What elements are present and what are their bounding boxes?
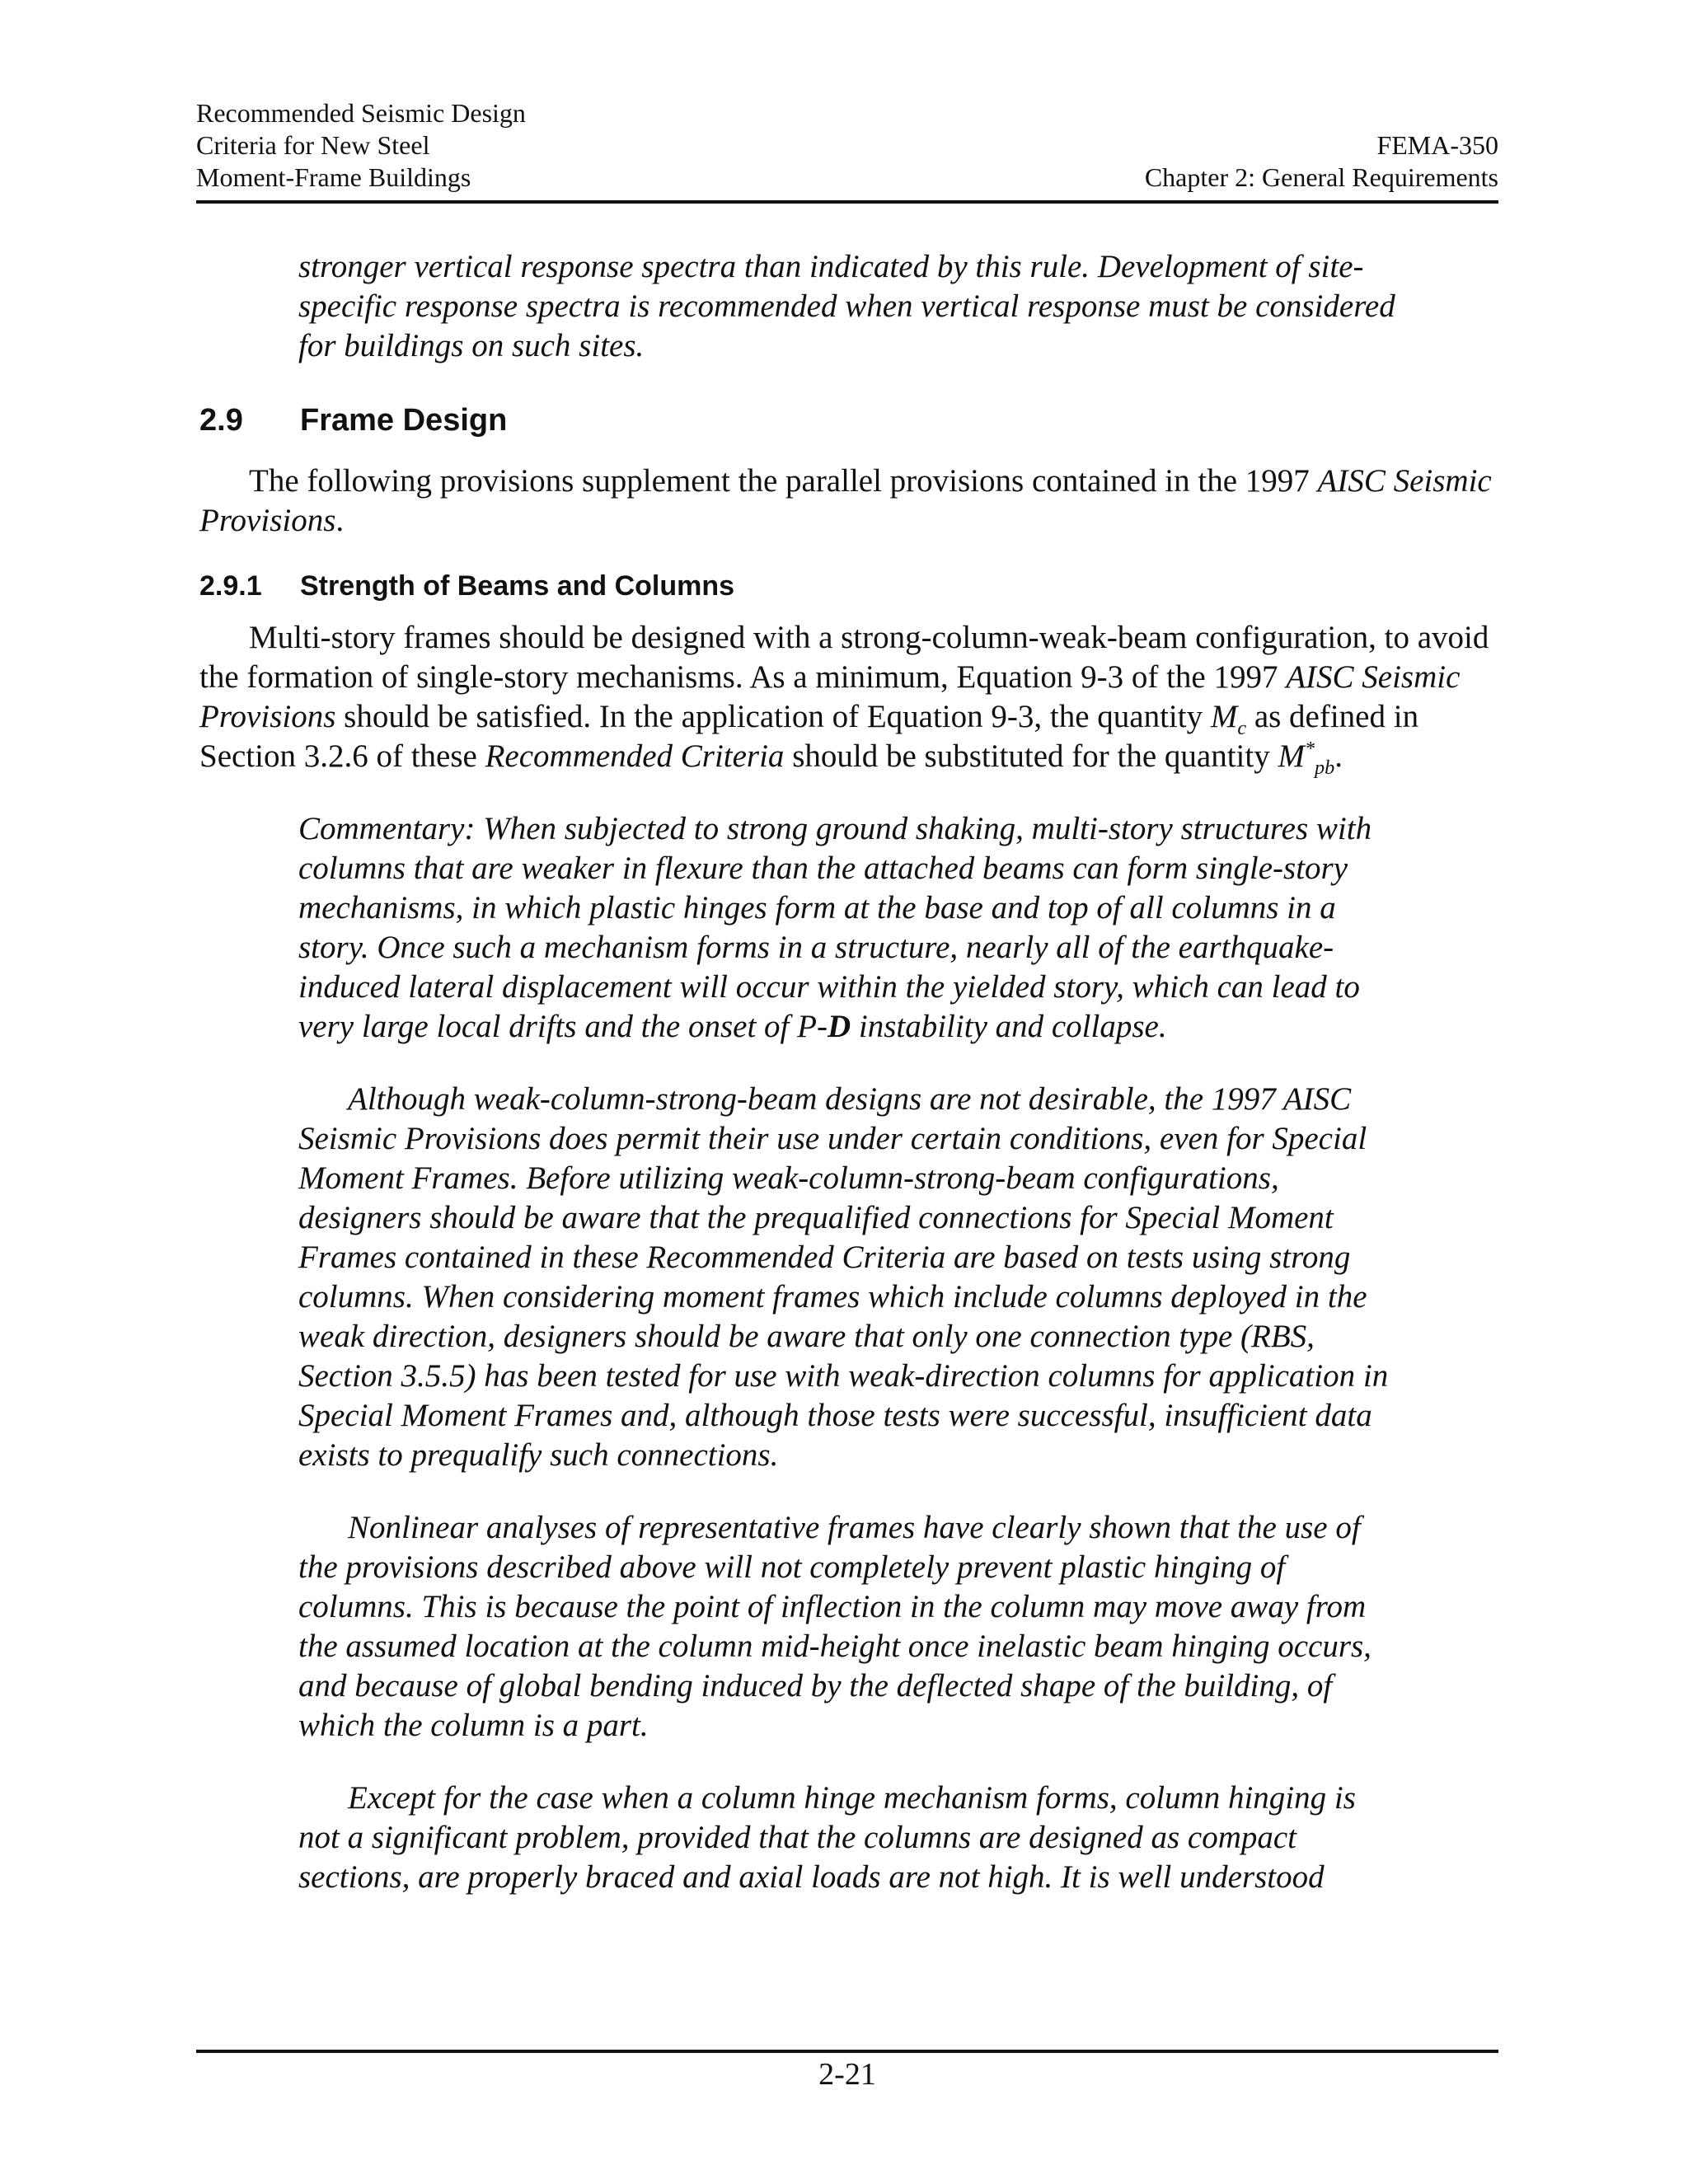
subsection-number: 2.9.1 [199, 570, 262, 602]
p1-text-c: should be satisfied. In the application of Equation 9-3, the quantity [335, 699, 1211, 734]
symbol-mc [1210, 699, 1247, 739]
subsection-title: Strength of Beams and Columns [300, 570, 735, 602]
spacer [199, 776, 1502, 809]
p1-criteria-ref: Recommended Criteria [485, 738, 785, 774]
page-number: 2-21 [818, 2057, 876, 2092]
spacer [298, 1475, 1403, 1508]
top-commentary [298, 247, 1403, 366]
p1-text-f: should be substituted for the quantity [784, 738, 1278, 774]
header-document-id [1145, 129, 1498, 194]
symbol-mpb-subscript: pb [1315, 756, 1335, 779]
page-body [199, 247, 1502, 1897]
commentary-block [298, 809, 1403, 1897]
commentary-1-text-a: Commentary: When subjected to strong ground shaking, multi-story structures with columns that are weaker in flexure than the attached beams can form single-story mechanisms, in which plastic hinges form at the base and top of all columns in a story. Once such a mechanism forms in a structure, nearly all of the earthquake-induced lateral displacement will occur within the yielded story, which can lead to very large local drifts and the onset of P- [298, 811, 1372, 1044]
top-commentary-text: stronger vertical response spectra than indicated by this rule. Development of site-specific response spectra is recommended when vertical response must be considered for buildings on such sites. [298, 249, 1395, 363]
intro-text: The following provisions supplement the parallel provisions contained in the 1997 [249, 463, 1318, 499]
subsection-paragraph [199, 618, 1502, 779]
header-left-line-3: Moment-Frame Buildings [196, 162, 471, 192]
footer-divider [196, 2050, 1498, 2053]
header-document-title [196, 97, 526, 194]
p1-text-a: Multi-story frames should be designed with a strong-column-weak-beam configuration, to avoid the formation of single-story mechanisms. As a minimum, Equation 9-3 of the 1997 [199, 620, 1489, 695]
page-header [196, 97, 1498, 199]
header-divider [196, 200, 1498, 204]
commentary-paragraph-3: Nonlinear analyses of representative frames have clearly shown that the use of the provisions described above will not completely prevent plastic hinging of columns. This is because the point of inflection in the column may move away from the assumed location at the column mid-height once inelastic beam hinging occurs, and because of global bending induced by the deflected shape of the building, of which the column is a part. [298, 1510, 1372, 1743]
p1-text-d: as defined in Section 3.2.6 of these [199, 699, 1419, 774]
commentary-paragraph-1 [298, 809, 1403, 1047]
p1-citation: AISC Seismic Provisions [199, 659, 1461, 734]
symbol-mpb [1278, 738, 1335, 779]
section-number: 2.9 [199, 403, 243, 438]
commentary-paragraph-2: Although weak-column-strong-beam designs are not desirable, the 1997 AISC Seismic Provisions does permit their use under certain conditions, even for Special Moment Frames. Before utilizing weak-column-strong-beam configurations, designers should be aware that the prequalified connections for Special Moment Frames contained in these Recommended Criteria are based on tests using strong columns. When considering moment frames which include columns deployed in the weak direction, designers should be aware that only one connection type (RBS, Section 3.5.5) has been tested for use with weak-direction columns for application in Special Moment Frames and, although those tests were successful, insufficient data exists to prequalify such connections. [298, 1081, 1389, 1473]
delta-symbol: D [827, 1009, 851, 1044]
header-left-line-2: Criteria for New Steel [196, 130, 430, 160]
section-title: Frame Design [300, 403, 508, 438]
commentary-1-text-b: instability and collapse. [851, 1009, 1167, 1044]
symbol-mc-base: M [1210, 699, 1238, 734]
header-right-line-1: FEMA-350 [1376, 130, 1498, 160]
symbol-mpb-base: M [1278, 738, 1305, 774]
header-right-line-2: Chapter 2: General Requirements [1144, 162, 1498, 192]
symbol-mpb-superscript: * [1304, 738, 1315, 760]
symbol-mc-subscript: c [1237, 716, 1247, 739]
spacer [298, 1746, 1403, 1779]
p1-end: . [1334, 738, 1343, 774]
intro-end: . [335, 503, 345, 538]
spacer [298, 1047, 1403, 1080]
section-intro-paragraph [199, 462, 1502, 541]
intro-citation: AISC Seismic Provisions [199, 463, 1492, 538]
header-left-line-1: Recommended Seismic Design [196, 98, 526, 128]
subsection-heading [199, 569, 1502, 603]
section-heading [199, 402, 1502, 438]
commentary-paragraph-4: Except for the case when a column hinge mechanism forms, column hinging is not a significant problem, provided that the columns are designed as compact sections, are properly braced and axial loads are not high. It is well understood [298, 1780, 1356, 1895]
